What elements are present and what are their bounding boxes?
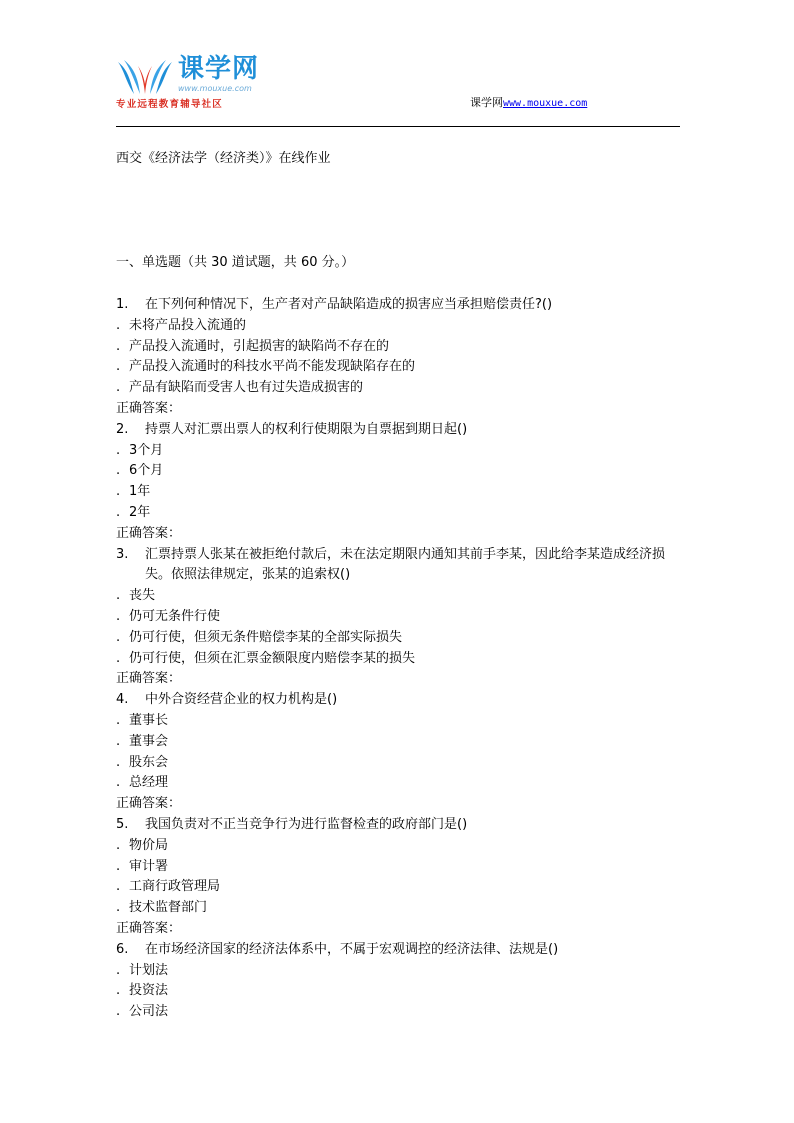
option-text: 投资法: [129, 983, 169, 999]
page-header: [0, 0, 794, 130]
answer-option: [116, 711, 686, 732]
option-marker: .: [116, 380, 121, 396]
option-text: 仍可行使，但须在汇票金额限度内赔偿李某的损失: [129, 650, 416, 666]
answer-option: [116, 441, 686, 462]
option-text: 未将产品投入流通的: [129, 317, 247, 333]
question-number: 3.: [116, 546, 129, 562]
question-number: 1.: [116, 297, 129, 312]
option-marker: .: [116, 754, 121, 770]
question-stem: [116, 690, 686, 711]
site-logo: [116, 54, 286, 110]
question-stem: [116, 420, 686, 441]
option-text: 丧失: [129, 588, 156, 604]
question-number: 5.: [116, 816, 129, 832]
answer-option: [116, 773, 686, 794]
option-marker: .: [116, 608, 121, 624]
answer-option: [116, 607, 686, 628]
option-text: 股东会: [129, 754, 169, 770]
option-text: 公司法: [129, 1004, 169, 1020]
option-marker: .: [116, 983, 121, 999]
question-item: [116, 420, 686, 545]
option-marker: .: [116, 359, 121, 375]
option-marker: .: [116, 504, 121, 520]
question-number: 6.: [116, 941, 129, 957]
question-stem: [116, 545, 686, 587]
question-stem: [116, 295, 686, 316]
site-label: 课学网: [470, 96, 503, 109]
question-item: [116, 295, 686, 420]
logo-wings-icon: [116, 56, 174, 98]
answer-option: [116, 732, 686, 753]
option-marker: .: [116, 484, 121, 500]
question-text: 汇票持票人张某在被拒绝付款后，未在法定期限内通知其前手李某，因此给李某造成经济损失。依照法律规定，张某的追索权(): [145, 546, 666, 583]
option-text: 6个月: [129, 463, 164, 479]
logo-domain: www.mouxue.com: [178, 84, 252, 93]
answer-option: [116, 836, 686, 857]
option-marker: .: [116, 775, 121, 791]
correct-answer-label: 正确答案：: [116, 920, 182, 936]
answer-option: [116, 877, 686, 898]
question-number: 2.: [116, 421, 129, 437]
option-marker: .: [116, 588, 121, 604]
question-text: 在市场经济国家的经济法体系中，不属于宏观调控的经济法律、法规是(): [145, 941, 559, 957]
option-text: 产品投入流通时，引起损害的缺陷尚不存在的: [129, 338, 390, 354]
option-marker: .: [116, 650, 121, 666]
answer-option: [116, 1002, 686, 1023]
answer-option: [116, 898, 686, 919]
answer-option: [116, 357, 686, 378]
option-text: 产品有缺陷而受害人也有过失造成损害的: [129, 380, 364, 396]
question-text: 中外合资经营企业的权力机构是(): [145, 692, 338, 708]
option-marker: .: [116, 712, 121, 728]
document-title: 西交《经济法学（经济类）》在线作业: [116, 151, 331, 166]
question-item: [116, 545, 686, 691]
option-marker: .: [116, 900, 121, 916]
option-text: 物价局: [129, 837, 169, 853]
answer-option: [116, 649, 686, 670]
header-divider: [116, 126, 680, 127]
option-text: 2年: [129, 504, 151, 520]
option-text: 董事长: [129, 712, 169, 728]
option-marker: .: [116, 858, 121, 874]
option-text: 总经理: [129, 775, 169, 791]
option-text: 技术监督部门: [129, 900, 208, 916]
question-item: [116, 815, 686, 940]
answer-option: [116, 482, 686, 503]
option-marker: .: [116, 629, 121, 645]
option-marker: .: [116, 463, 121, 479]
question-text: 持票人对汇票出票人的权利行使期限为自票据到期日起(): [145, 421, 468, 437]
answer-option: [116, 316, 686, 337]
option-marker: .: [116, 962, 121, 978]
option-text: 董事会: [129, 733, 169, 749]
answer-option: [116, 628, 686, 649]
option-text: 仍可无条件行使: [129, 608, 221, 624]
option-text: 1年: [129, 484, 151, 500]
answer-option: [116, 981, 686, 1002]
section-title: 一、单选题（共 30 道试题，共 60 分。）: [116, 255, 355, 270]
answer-option: [116, 857, 686, 878]
option-marker: .: [116, 442, 121, 458]
option-marker: .: [116, 1004, 121, 1020]
question-number: 4.: [116, 692, 129, 708]
option-text: 审计署: [129, 858, 169, 874]
site-link[interactable]: www.mouxue.com: [503, 98, 588, 109]
option-marker: .: [116, 317, 121, 333]
correct-answer-label: 正确答案：: [116, 525, 182, 541]
answer-option: [116, 753, 686, 774]
question-item: [116, 940, 686, 1023]
correct-answer-label: 正确答案：: [116, 796, 182, 812]
question-list: [116, 295, 686, 1023]
answer-option: [116, 961, 686, 982]
answer-option: [116, 337, 686, 358]
option-marker: .: [116, 879, 121, 895]
option-marker: .: [116, 733, 121, 749]
question-stem: [116, 940, 686, 961]
logo-slogan: 专业远程教育辅导社区: [116, 99, 224, 110]
option-text: 工商行政管理局: [129, 879, 221, 895]
answer-option: [116, 503, 686, 524]
answer-option: [116, 461, 686, 482]
answer-option: [116, 586, 686, 607]
option-marker: .: [116, 837, 121, 853]
option-text: 仍可行使，但须无条件赔偿李某的全部实际损失: [129, 629, 403, 645]
correct-answer-label: 正确答案：: [116, 671, 182, 687]
question-text: 在下列何种情况下，生产者对产品缺陷造成的损害应当承担赔偿责任?(): [145, 297, 553, 312]
option-marker: .: [116, 338, 121, 354]
correct-answer-label: 正确答案：: [116, 400, 182, 416]
answer-option: [116, 378, 686, 399]
option-text: 产品投入流通时的科技水平尚不能发现缺陷存在的: [129, 359, 416, 375]
site-reference: [470, 96, 587, 111]
question-item: [116, 690, 686, 815]
option-text: 计划法: [129, 962, 169, 978]
question-text: 我国负责对不正当竞争行为进行监督检查的政府部门是(): [145, 816, 468, 832]
question-stem: [116, 815, 686, 836]
logo-name: 课学网: [178, 54, 260, 84]
option-text: 3个月: [129, 442, 164, 458]
